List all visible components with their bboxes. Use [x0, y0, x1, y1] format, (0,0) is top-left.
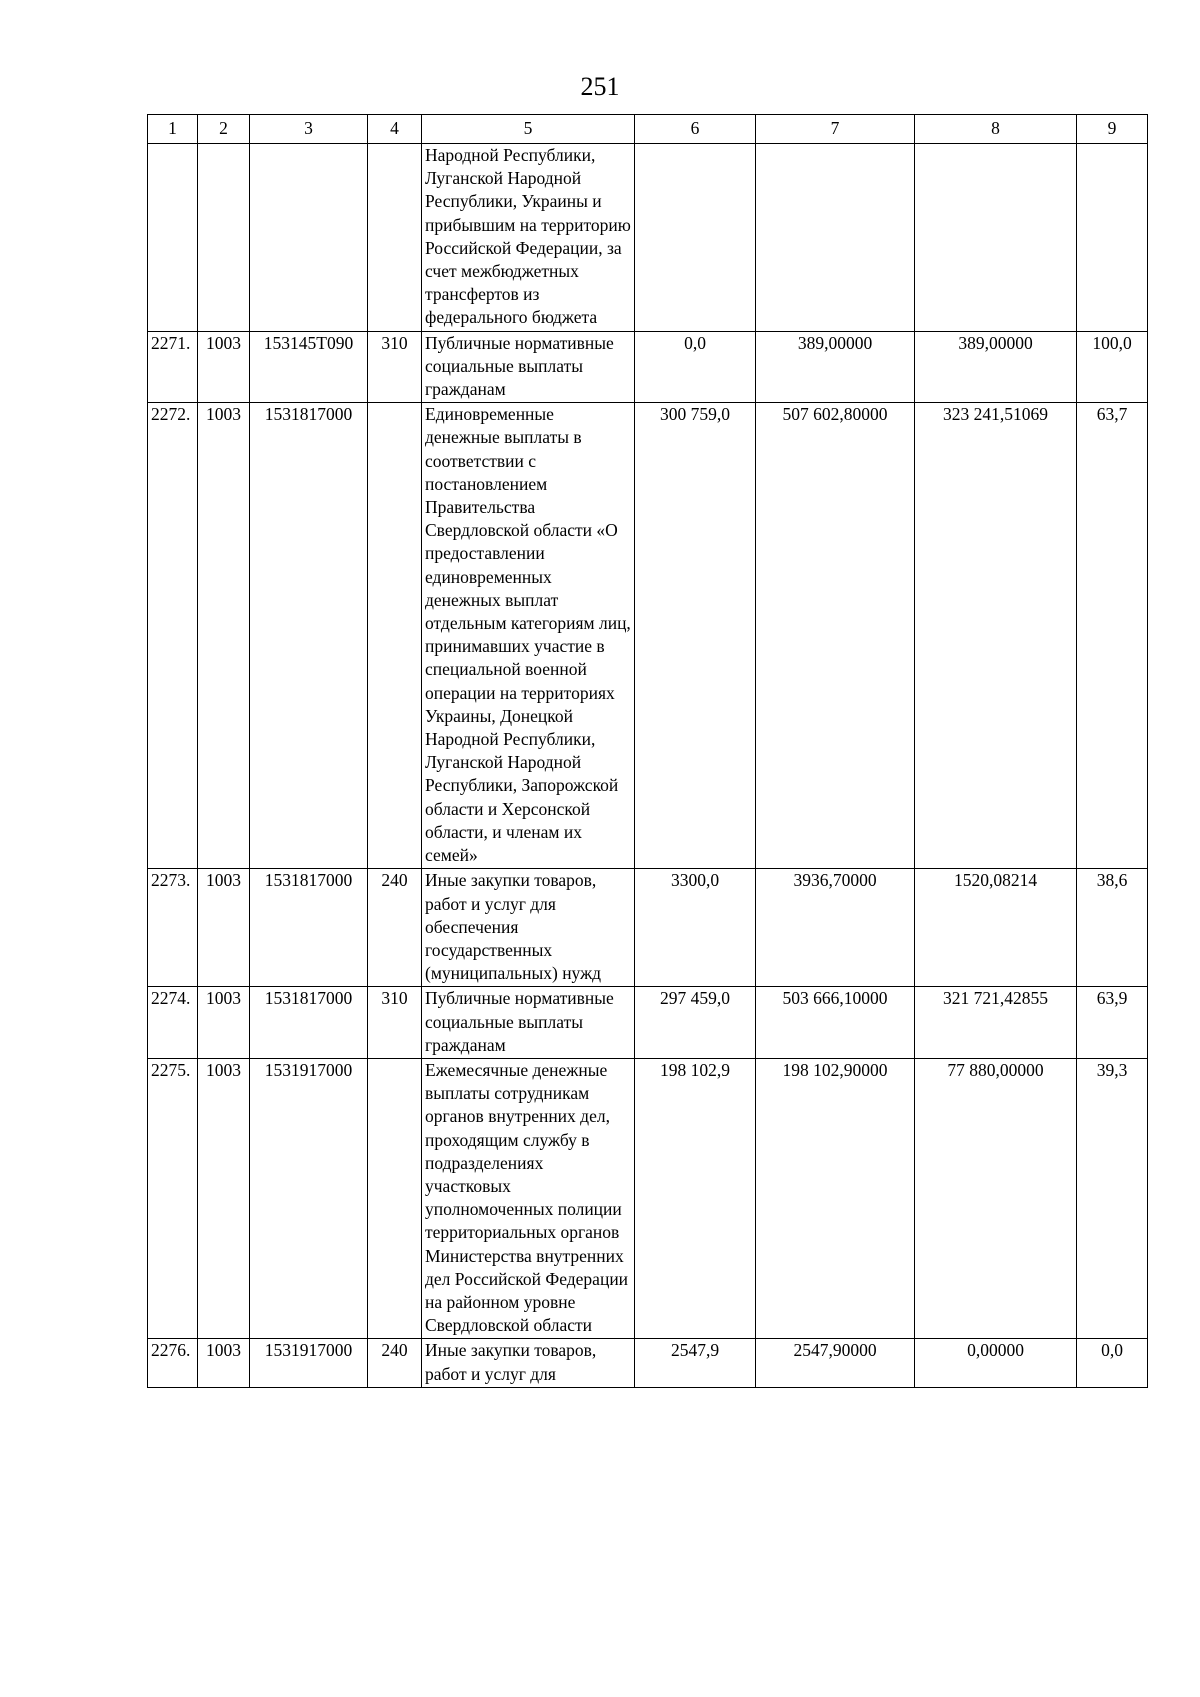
header-cell: 9 — [1077, 115, 1148, 144]
target-article-code: 153145Т090 — [250, 331, 368, 403]
amount-col7: 507 602,80000 — [756, 403, 915, 869]
table-row — [148, 331, 1148, 403]
page-number: 251 — [580, 72, 620, 101]
percent-col9: 0,0 — [1077, 1339, 1148, 1387]
row-number: 2272. — [148, 403, 198, 869]
item-description: Публичные нормативные социальные выплаты гражданам — [422, 331, 635, 403]
amount-col8 — [915, 144, 1077, 332]
header-cell: 4 — [368, 115, 422, 144]
table-row — [148, 1339, 1148, 1387]
percent-col9: 63,7 — [1077, 403, 1148, 869]
percent-col9: 39,3 — [1077, 1058, 1148, 1338]
amount-col8: 389,00000 — [915, 331, 1077, 403]
row-number: 2274. — [148, 987, 198, 1059]
percent-col9: 63,9 — [1077, 987, 1148, 1059]
item-description: Иные закупки товаров, работ и услуг для — [422, 1339, 635, 1387]
header-row — [148, 115, 1148, 144]
header-cell: 3 — [250, 115, 368, 144]
amount-col6 — [635, 144, 756, 332]
target-article-code: 1531817000 — [250, 869, 368, 987]
expense-type-code — [368, 144, 422, 332]
amount-col7: 503 666,10000 — [756, 987, 915, 1059]
amount-col6: 300 759,0 — [635, 403, 756, 869]
amount-col7: 198 102,90000 — [756, 1058, 915, 1338]
expense-type-code: 310 — [368, 331, 422, 403]
target-article-code: 1531817000 — [250, 403, 368, 869]
target-article-code: 1531917000 — [250, 1339, 368, 1387]
item-description: Ежемесячные денежные выплаты сотрудникам органов внутренних дел, проходящим службу в подразделениях участковых уполномоченных полиции территориальных органов Министерства внутренних дел Российской Федерации на районном уровне Свердловской области — [422, 1058, 635, 1338]
section-code: 1003 — [198, 331, 250, 403]
table-row — [148, 987, 1148, 1059]
expense-type-code — [368, 403, 422, 869]
amount-col7: 3936,70000 — [756, 869, 915, 987]
header-cell: 6 — [635, 115, 756, 144]
item-description: Народной Республики, Луганской Народной Республики, Украины и прибывшим на территорию Российской Федерации, за счет межбюджетных трансфертов из федерального бюджета — [422, 144, 635, 332]
header-cell: 7 — [756, 115, 915, 144]
budget-table — [147, 114, 1148, 1388]
percent-col9: 100,0 — [1077, 331, 1148, 403]
amount-col7: 389,00000 — [756, 331, 915, 403]
section-code: 1003 — [198, 869, 250, 987]
table-row — [148, 1058, 1148, 1338]
amount-col8: 323 241,51069 — [915, 403, 1077, 869]
percent-col9: 38,6 — [1077, 869, 1148, 987]
amount-col7 — [756, 144, 915, 332]
header-cell: 1 — [148, 115, 198, 144]
expense-type-code: 240 — [368, 1339, 422, 1387]
row-number: 2271. — [148, 331, 198, 403]
section-code: 1003 — [198, 403, 250, 869]
header-cell: 8 — [915, 115, 1077, 144]
section-code: 1003 — [198, 987, 250, 1059]
amount-col6: 297 459,0 — [635, 987, 756, 1059]
item-description: Публичные нормативные социальные выплаты гражданам — [422, 987, 635, 1059]
item-description: Иные закупки товаров, работ и услуг для обеспечения государственных (муниципальных) нужд — [422, 869, 635, 987]
section-code: 1003 — [198, 1339, 250, 1387]
row-number: 2273. — [148, 869, 198, 987]
expense-type-code: 240 — [368, 869, 422, 987]
section-code: 1003 — [198, 1058, 250, 1338]
table-row — [148, 869, 1148, 987]
amount-col6: 198 102,9 — [635, 1058, 756, 1338]
amount-col8: 0,00000 — [915, 1339, 1077, 1387]
amount-col8: 77 880,00000 — [915, 1058, 1077, 1338]
table-row — [148, 144, 1148, 332]
table-row — [148, 403, 1148, 869]
header-cell: 5 — [422, 115, 635, 144]
percent-col9 — [1077, 144, 1148, 332]
item-description: Единовременные денежные выплаты в соответствии с постановлением Правительства Свердловской области «О предоставлении единовременных денежных выплат отдельным категориям лиц, принимавших участие в специальной военной операции на территориях Украины, Донецкой Народной Республики, Луганской Народной Республики, Запорожской области и Херсонской области, и членам их семей» — [422, 403, 635, 869]
expense-type-code: 310 — [368, 987, 422, 1059]
amount-col8: 321 721,42855 — [915, 987, 1077, 1059]
amount-col6: 0,0 — [635, 331, 756, 403]
amount-col6: 2547,9 — [635, 1339, 756, 1387]
row-number — [148, 144, 198, 332]
header-cell: 2 — [198, 115, 250, 144]
section-code — [198, 144, 250, 332]
target-article-code — [250, 144, 368, 332]
amount-col6: 3300,0 — [635, 869, 756, 987]
row-number: 2276. — [148, 1339, 198, 1387]
amount-col7: 2547,90000 — [756, 1339, 915, 1387]
target-article-code: 1531917000 — [250, 1058, 368, 1338]
amount-col8: 1520,08214 — [915, 869, 1077, 987]
row-number: 2275. — [148, 1058, 198, 1338]
expense-type-code — [368, 1058, 422, 1338]
target-article-code: 1531817000 — [250, 987, 368, 1059]
